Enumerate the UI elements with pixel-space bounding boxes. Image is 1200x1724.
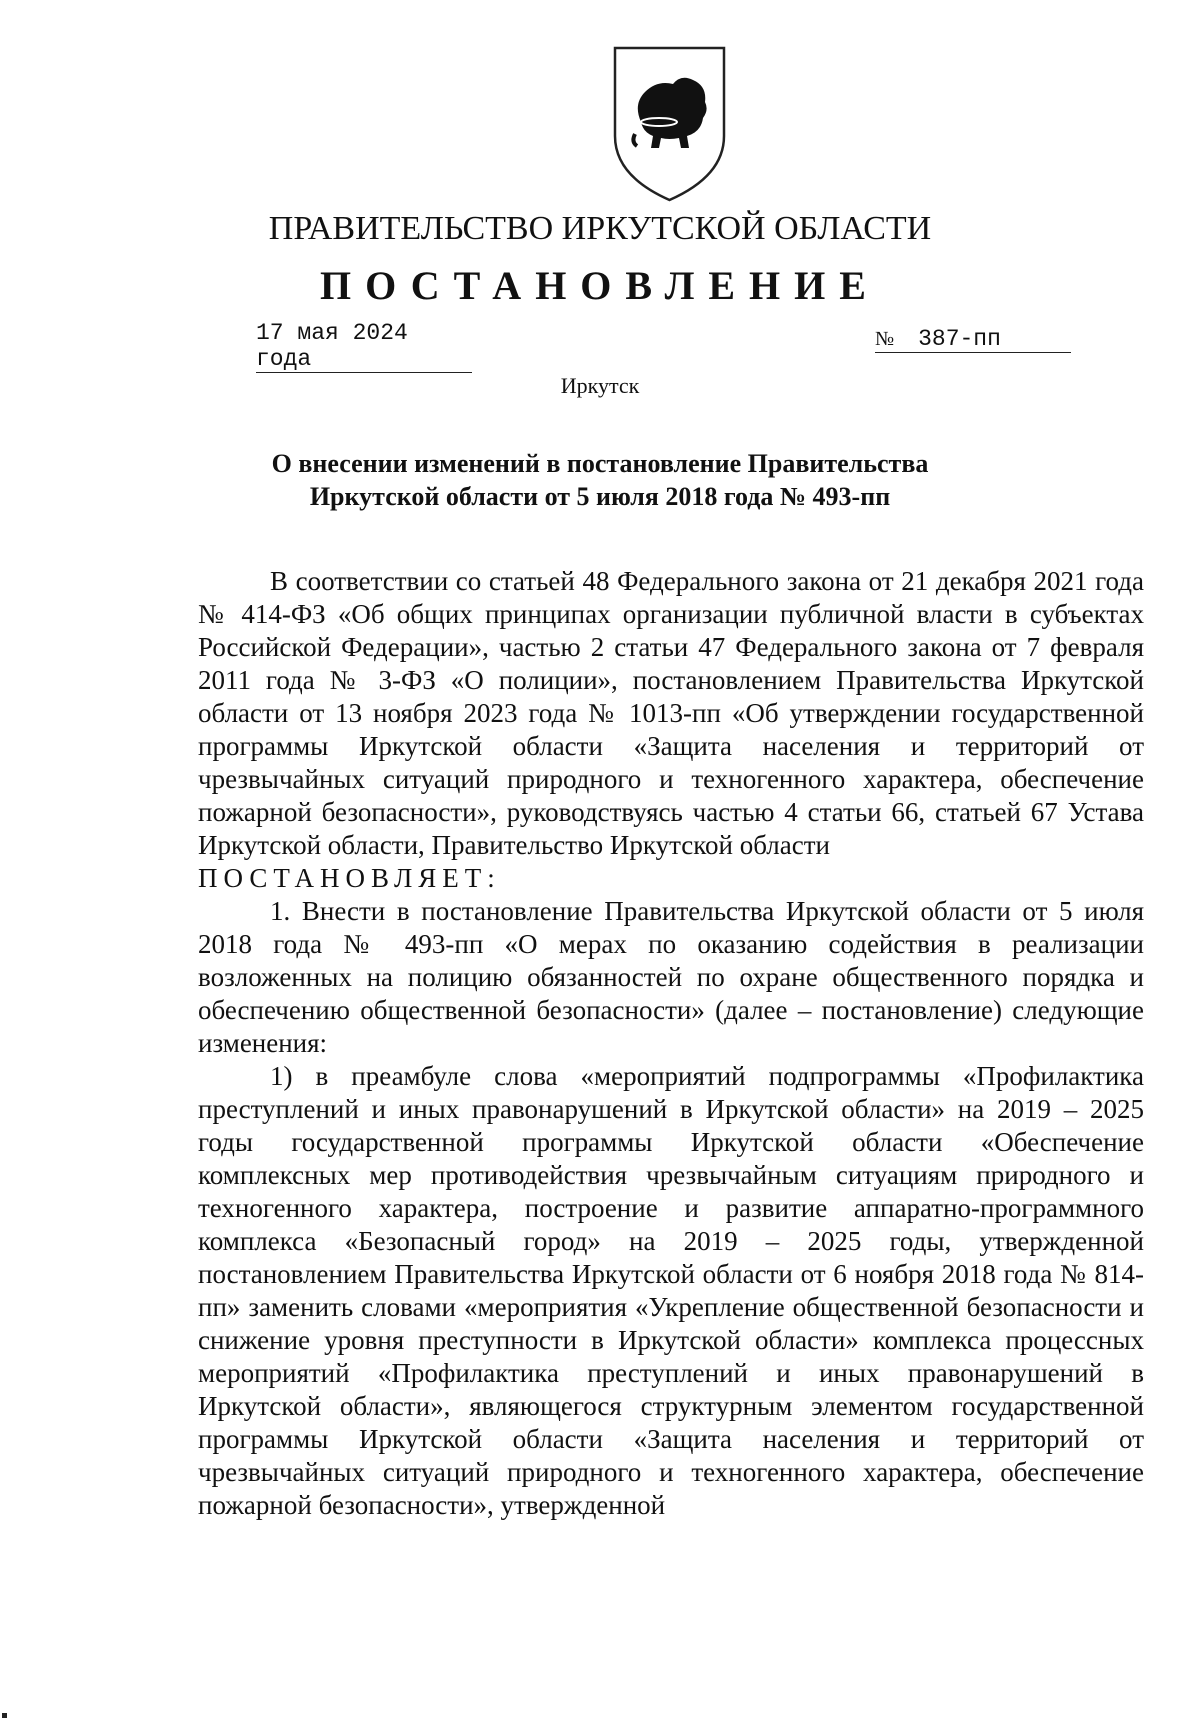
coat-of-arms-emblem (611, 44, 728, 204)
preamble-paragraph: В соответствии со статьей 48 Федерального закона от 21 декабря 2021 года № 414-ФЗ «Об общих принципах организации публичной власти в субъектах Российской Федерации», частью 2 статьи 47 Федерального закона от 7 февраля 2011 года № 3-ФЗ «О полиции», постановлением Правительства Иркутской области от 13 ноября 2023 года № 1013-пп «Об утверждении государственной программы Иркутской области «Защита населения и территорий от чрезвычайных ситуаций природного и техногенного характера, обеспечение пожарной безопасности», руководствуясь частью 4 статьи 66, статьей 67 Устава Иркутской области, Правительство Иркутской области (198, 566, 1144, 860)
number-sign: № (875, 328, 895, 350)
document-number-block (875, 326, 1071, 353)
document-type: ПОСТАНОВЛЕНИЕ (320, 263, 880, 308)
item-1-paragraph: 1. Внести в постановление Правительства Иркутской области от 5 июля 2018 года № 493-пп «О мерах по оказанию содействия в реализации возложенных на полицию обязанностей по охране общественного порядка и обеспечению общественной безопасности» (далее – постановление) следующие изменения: (198, 896, 1144, 1058)
item-1-1-paragraph: 1) в преамбуле слова «мероприятий подпрограммы «Профилактика преступлений и иных правонарушений в Иркутской области» на 2019 – 2025 годы государственной программы Иркутской области «Обеспечение комплексных мер противодействия чрезвычайным ситуациям природного и техногенного характера, построение и развитие аппаратно-программного комплекса «Безопасный город» на 2019 – 2025 годы, утвержденной постановлением Правительства Иркутской области от 6 ноября 2018 года № 814-пп» заменить словами «мероприятия «Укрепление общественной безопасности и снижение уровня преступности в Иркутской области» комплекса процессных мероприятий «Профилактика преступлений и иных правонарушений в Иркутской области», являющегося структурным элементом государственной программы Иркутской области «Защита населения и территорий от чрезвычайных ситуаций природного и техногенного характера, обеспечение пожарной безопасности», утвержденной (198, 1061, 1144, 1520)
organization-name: ПРАВИТЕЛЬСТВО ИРКУТСКОЙ ОБЛАСТИ (268, 210, 932, 247)
document-title (200, 447, 1000, 513)
document-body (198, 565, 1144, 1522)
resolves-word: ПОСТАНОВЛЯЕТ: (198, 863, 501, 893)
scan-speck (2, 1713, 7, 1718)
title-line-1: О внесении изменений в постановление Правительства (271, 449, 929, 478)
document-date: 17 мая 2024 года (256, 320, 472, 373)
title-line-2: Иркутской области от 5 июля 2018 года № 493-пп (309, 482, 891, 511)
city: Иркутск (560, 373, 640, 398)
document-number: 387-пп (918, 326, 1001, 352)
